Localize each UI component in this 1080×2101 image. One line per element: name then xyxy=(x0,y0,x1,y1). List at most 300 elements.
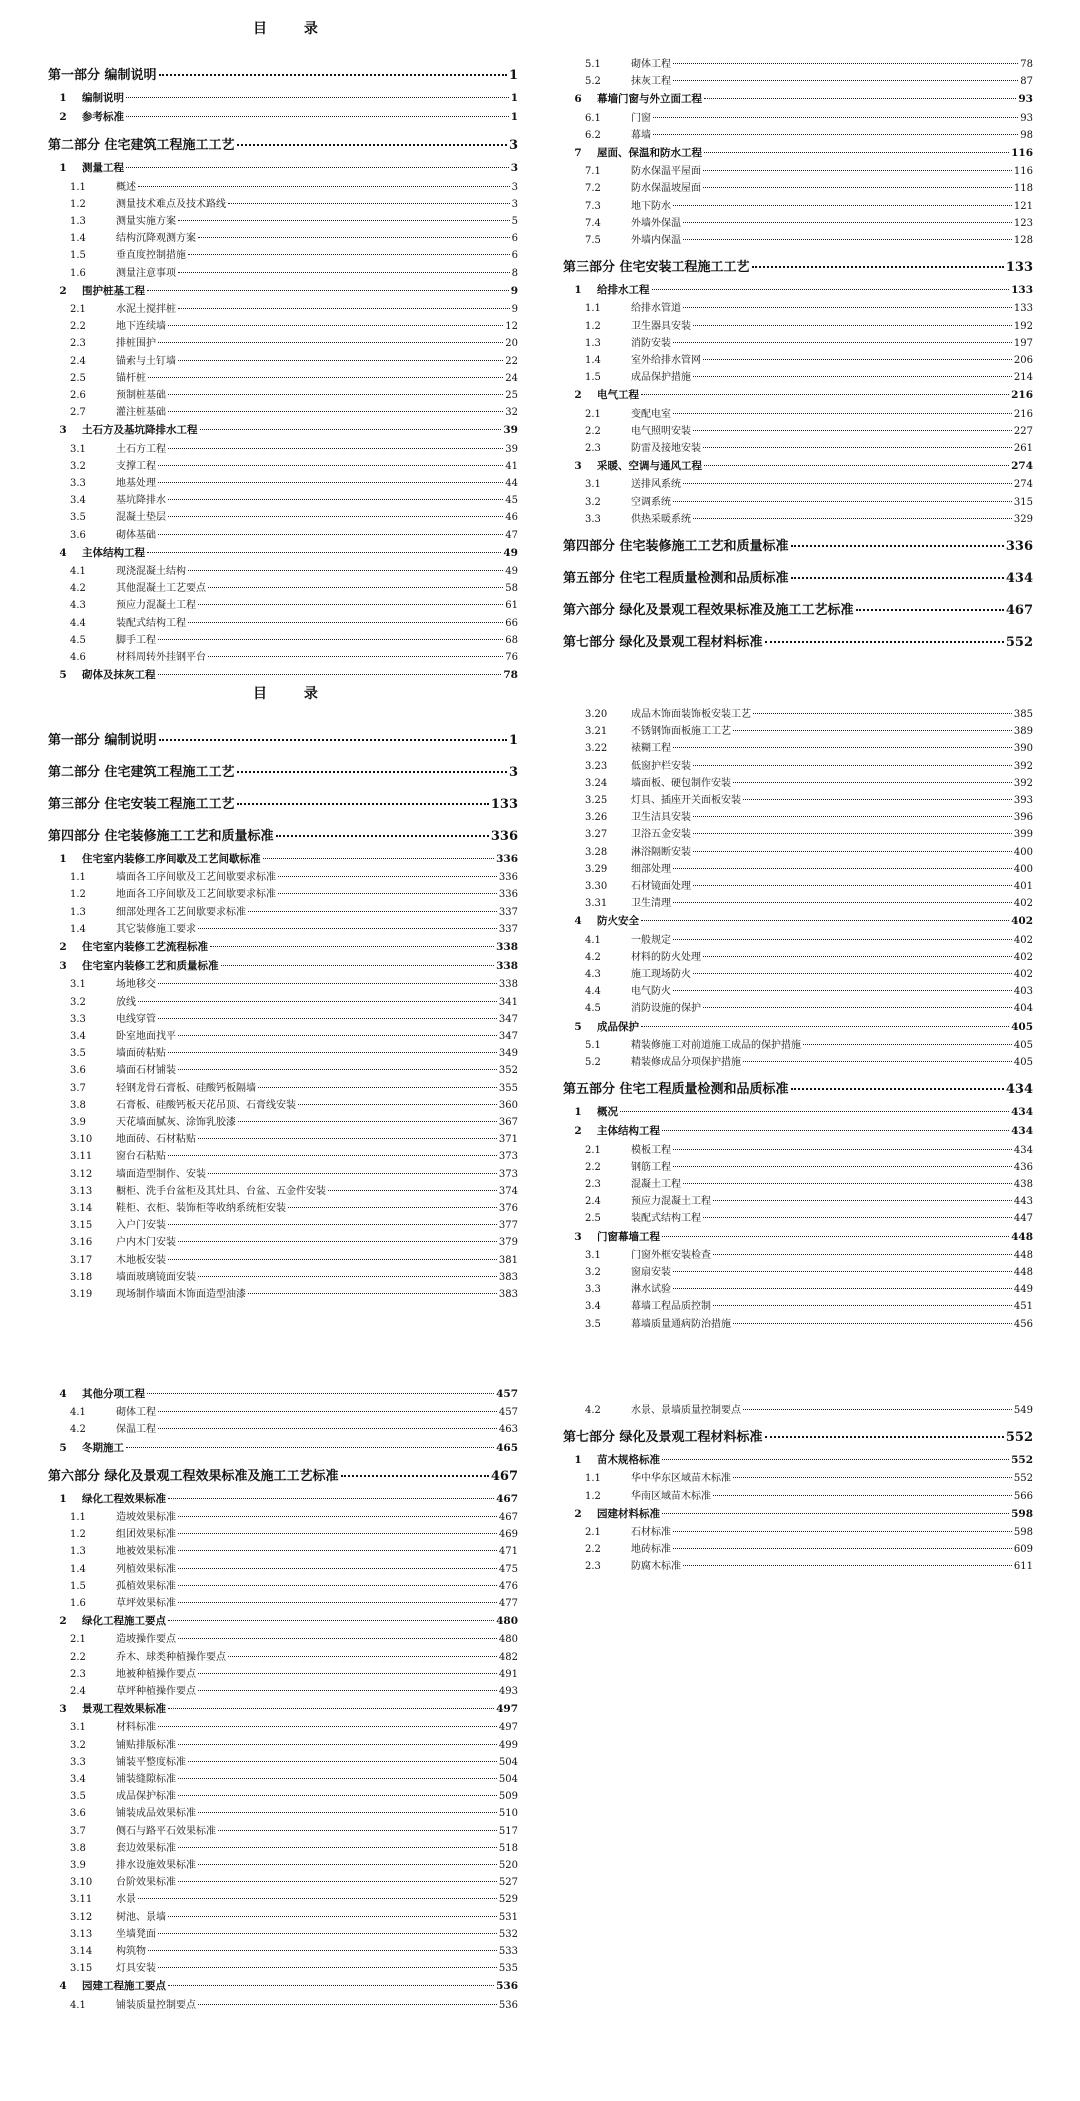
toc-section-entry[interactable] xyxy=(48,1199,518,1214)
toc-section-entry[interactable] xyxy=(48,993,518,1008)
toc-section-entry[interactable] xyxy=(563,1540,1033,1555)
toc-dot-leader xyxy=(198,2004,497,2005)
toc-section-entry[interactable] xyxy=(563,334,1033,349)
toc-section-entry[interactable] xyxy=(48,1577,518,1592)
toc-page-number: 611 xyxy=(1013,1561,1033,1573)
toc-entry-number: 1 xyxy=(574,284,582,297)
toc-chapter-entry[interactable] xyxy=(563,913,1033,928)
toc-entry-number: 3.17 xyxy=(70,1254,93,1266)
toc-section-entry[interactable] xyxy=(48,178,518,193)
toc-section-entry[interactable] xyxy=(563,1036,1033,1051)
toc-section-entry[interactable] xyxy=(563,179,1033,194)
toc-dot-leader xyxy=(703,359,1012,360)
toc-chapter-entry[interactable] xyxy=(563,1506,1033,1521)
toc-entry-title: 消防设施的保护 xyxy=(631,1003,701,1015)
toc-section-entry[interactable] xyxy=(48,1010,518,1025)
toc-chapter-entry[interactable] xyxy=(48,90,518,105)
toc-dot-leader xyxy=(713,1200,1012,1201)
toc-part-entry[interactable] xyxy=(563,1078,1033,1097)
toc-chapter-entry[interactable] xyxy=(48,1491,518,1506)
toc-dot-leader xyxy=(178,1069,497,1070)
toc-entry-title: 地基处理 xyxy=(116,478,156,489)
toc-page-number: 12 xyxy=(505,321,518,333)
toc-dot-leader xyxy=(693,325,1012,326)
toc-section-entry[interactable] xyxy=(48,1061,518,1076)
toc-chapter-entry[interactable] xyxy=(563,458,1033,473)
toc-chapter-entry[interactable] xyxy=(563,1229,1033,1244)
toc-entry-number: 3.10 xyxy=(70,1134,93,1146)
toc-section-entry[interactable] xyxy=(48,1996,518,2011)
toc-section-entry[interactable] xyxy=(563,982,1033,997)
toc-section-entry[interactable] xyxy=(563,999,1033,1014)
toc-page-number: 402 xyxy=(1013,898,1033,910)
toc-dot-leader xyxy=(178,308,510,309)
toc-section-entry[interactable] xyxy=(48,526,518,541)
toc-section-entry[interactable] xyxy=(563,368,1033,383)
toc-section-entry[interactable] xyxy=(48,648,518,663)
toc-chapter-entry[interactable] xyxy=(48,160,518,175)
toc-chapter-entry[interactable] xyxy=(48,545,518,560)
toc-section-entry[interactable] xyxy=(48,1420,518,1435)
toc-section-entry[interactable] xyxy=(563,439,1033,454)
toc-chapter-entry[interactable] xyxy=(48,1613,518,1628)
toc-section-entry[interactable] xyxy=(48,1147,518,1162)
toc-entry-number: 3.1 xyxy=(585,1249,601,1261)
toc-section-entry[interactable] xyxy=(563,705,1033,720)
toc-section-entry[interactable] xyxy=(563,791,1033,806)
toc-entry-number: 2.4 xyxy=(70,355,86,367)
toc-part-entry[interactable] xyxy=(563,631,1033,650)
toc-section-entry[interactable] xyxy=(563,931,1033,946)
toc-chapter-entry[interactable] xyxy=(563,282,1033,297)
toc-section-entry[interactable] xyxy=(48,1736,518,1751)
toc-section-entry[interactable] xyxy=(563,1487,1033,1502)
toc-section-entry[interactable] xyxy=(48,195,518,210)
toc-dot-leader xyxy=(188,1761,497,1762)
toc-chapter-entry[interactable] xyxy=(48,1701,518,1716)
toc-entry-number: 3.7 xyxy=(70,1825,86,1837)
toc-entry-title: 编制说明 xyxy=(82,92,124,104)
toc-section-entry[interactable] xyxy=(563,739,1033,754)
toc-entry-number: 1.1 xyxy=(585,303,601,315)
toc-chapter-entry[interactable] xyxy=(563,387,1033,402)
toc-section-entry[interactable] xyxy=(563,405,1033,420)
toc-dot-leader xyxy=(168,1052,497,1053)
toc-section-entry[interactable] xyxy=(48,1839,518,1854)
toc-entry-title: 铺装缝隙标准 xyxy=(116,1774,176,1785)
toc-section-entry[interactable] xyxy=(48,1873,518,1888)
toc-entry-title: 墙面玻璃镜面安装 xyxy=(116,1271,196,1283)
toc-dot-leader xyxy=(158,534,503,535)
toc-section-entry[interactable] xyxy=(48,1542,518,1557)
toc-entry-number: 3 xyxy=(59,960,67,973)
toc-page-number: 47 xyxy=(505,529,518,541)
toc-part-entry[interactable] xyxy=(48,761,518,780)
toc-page-number: 197 xyxy=(1013,337,1033,349)
toc-section-entry[interactable] xyxy=(48,1251,518,1266)
toc-section-entry[interactable] xyxy=(48,386,518,401)
toc-page-number: 216 xyxy=(1013,408,1033,420)
toc-dot-leader xyxy=(138,1898,497,1899)
toc-page-number: 336 xyxy=(1005,539,1033,554)
toc-part-entry[interactable] xyxy=(563,567,1033,586)
toc-section-entry[interactable] xyxy=(48,1403,518,1418)
toc-part-entry[interactable] xyxy=(48,64,518,83)
toc-section-entry[interactable] xyxy=(563,894,1033,909)
toc-section-entry[interactable] xyxy=(563,1209,1033,1224)
toc-section-entry[interactable] xyxy=(48,1285,518,1300)
toc-page-number: 39 xyxy=(503,424,518,437)
toc-section-entry[interactable] xyxy=(48,1630,518,1645)
toc-entry-number: 3.3 xyxy=(70,1756,86,1768)
toc-section-entry[interactable] xyxy=(48,1233,518,1248)
toc-dot-leader xyxy=(704,152,1009,153)
toc-chapter-entry[interactable] xyxy=(48,1978,518,1993)
toc-chapter-entry[interactable] xyxy=(563,1104,1033,1119)
toc-section-entry[interactable] xyxy=(563,1246,1033,1261)
toc-entry-title: 测量注意事项 xyxy=(116,267,176,279)
toc-entry-title: 墙面砖粘贴 xyxy=(116,1048,166,1060)
toc-dot-leader xyxy=(673,63,1018,64)
toc-section-entry[interactable] xyxy=(48,975,518,990)
toc-section-entry[interactable] xyxy=(48,352,518,367)
toc-section-entry[interactable] xyxy=(563,475,1033,490)
toc-page-number: 329 xyxy=(1013,513,1033,525)
toc-section-entry[interactable] xyxy=(563,757,1033,772)
toc-section-entry[interactable] xyxy=(48,920,518,935)
toc-page-number: 347 xyxy=(498,1013,518,1025)
toc-section-entry[interactable] xyxy=(48,1096,518,1111)
toc-section-entry[interactable] xyxy=(563,351,1033,366)
toc-dot-leader xyxy=(188,254,510,255)
toc-section-entry[interactable] xyxy=(563,877,1033,892)
toc-section-entry[interactable] xyxy=(563,1297,1033,1312)
toc-section-entry[interactable] xyxy=(563,1557,1033,1572)
toc-section-entry[interactable] xyxy=(563,825,1033,840)
toc-entry-title: 第七部分 绿化及景观工程材料标准 xyxy=(563,635,763,650)
toc-entry-number: 5.1 xyxy=(585,59,601,70)
toc-entry-number: 1.3 xyxy=(70,906,86,918)
toc-section-entry[interactable] xyxy=(563,493,1033,508)
toc-section-entry[interactable] xyxy=(48,1182,518,1197)
toc-dot-leader xyxy=(147,552,501,553)
toc-section-entry[interactable] xyxy=(563,1469,1033,1484)
toc-page-number: 349 xyxy=(498,1048,518,1060)
toc-dot-leader xyxy=(733,730,1012,731)
toc-section-entry[interactable] xyxy=(48,868,518,883)
toc-section-entry[interactable] xyxy=(563,722,1033,737)
toc-entry-number: 3.25 xyxy=(585,795,608,806)
toc-entry-title: 地被效果标准 xyxy=(116,1546,176,1558)
toc-page-number: 598 xyxy=(1013,1527,1033,1538)
toc-page-number: 76 xyxy=(505,652,518,663)
toc-section-entry[interactable] xyxy=(48,1856,518,1871)
toc-entry-number: 4.3 xyxy=(70,600,86,612)
toc-entry-number: 4.1 xyxy=(585,934,601,946)
toc-section-entry[interactable] xyxy=(48,614,518,629)
toc-part-entry[interactable] xyxy=(48,793,518,812)
toc-section-entry[interactable] xyxy=(48,596,518,611)
toc-section-entry[interactable] xyxy=(563,109,1033,124)
toc-part-entry[interactable] xyxy=(48,825,518,844)
toc-section-entry[interactable] xyxy=(563,317,1033,332)
toc-page-number: 3 xyxy=(511,181,518,193)
toc-section-entry[interactable] xyxy=(48,403,518,418)
toc-chapter-entry[interactable] xyxy=(48,1440,518,1455)
toc-page-number: 389 xyxy=(1013,726,1033,738)
toc-page-number: 448 xyxy=(1013,1249,1033,1261)
toc-dot-leader xyxy=(653,134,1018,135)
toc-page-number: 405 xyxy=(1013,1057,1033,1068)
toc-section-entry[interactable] xyxy=(563,1175,1033,1190)
toc-chapter-entry[interactable] xyxy=(563,145,1033,160)
toc-section-entry[interactable] xyxy=(48,457,518,472)
toc-part-entry[interactable] xyxy=(48,134,518,153)
toc-part-entry[interactable] xyxy=(48,1465,518,1484)
toc-dot-leader xyxy=(178,1241,497,1242)
toc-section-entry[interactable] xyxy=(563,1263,1033,1278)
toc-section-entry[interactable] xyxy=(48,229,518,244)
toc-dot-leader xyxy=(198,1673,497,1674)
toc-entry-title: 脚手工程 xyxy=(116,634,156,646)
toc-entry-number: 1.5 xyxy=(70,250,86,262)
toc-entry-number: 2.5 xyxy=(585,1213,601,1225)
toc-page-number: 504 xyxy=(498,1774,518,1785)
toc-page-number: 385 xyxy=(1013,709,1033,720)
toc-section-entry[interactable] xyxy=(48,1718,518,1733)
toc-section-entry[interactable] xyxy=(48,1525,518,1540)
toc-page-number: 347 xyxy=(498,1031,518,1042)
toc-section-entry[interactable] xyxy=(563,774,1033,789)
toc-section-entry[interactable] xyxy=(48,579,518,594)
toc-entry-number: 2.4 xyxy=(70,1686,86,1697)
toc-dot-leader xyxy=(733,782,1012,783)
toc-page-number: 133 xyxy=(1005,260,1033,276)
toc-section-entry[interactable] xyxy=(48,440,518,455)
toc-section-entry[interactable] xyxy=(48,903,518,918)
toc-section-entry[interactable] xyxy=(563,1053,1033,1068)
toc-page-number: 405 xyxy=(1013,1039,1033,1051)
toc-section-entry[interactable] xyxy=(48,562,518,577)
toc-entry-title: 给排水管道 xyxy=(631,303,681,315)
toc-entry-number: 3.12 xyxy=(70,1168,93,1180)
toc-chapter-entry[interactable] xyxy=(563,91,1033,106)
toc-entry-title: 地砖标准 xyxy=(631,1544,671,1556)
toc-section-entry[interactable] xyxy=(48,317,518,332)
toc-chapter-entry[interactable] xyxy=(48,851,518,866)
toc-section-entry[interactable] xyxy=(48,1890,518,1905)
toc-section-entry[interactable] xyxy=(48,1925,518,1940)
toc-part-entry[interactable] xyxy=(563,1426,1033,1445)
toc-section-entry[interactable] xyxy=(48,1648,518,1663)
toc-page-number: 192 xyxy=(1013,320,1033,332)
toc-entry-title: 材料的防火处理 xyxy=(631,951,701,963)
toc-section-entry[interactable] xyxy=(563,1401,1033,1416)
toc-section-entry[interactable] xyxy=(48,1753,518,1768)
toc-chapter-entry[interactable] xyxy=(48,283,518,298)
toc-chapter-entry[interactable] xyxy=(48,958,518,973)
toc-section-entry[interactable] xyxy=(48,1665,518,1680)
toc-entry-title: 精装修施工对前道施工成品的保护措施 xyxy=(631,1039,801,1051)
toc-section-entry[interactable] xyxy=(563,1280,1033,1295)
toc-section-entry[interactable] xyxy=(48,1908,518,1923)
toc-entry-number: 3.5 xyxy=(70,1791,86,1803)
toc-entry-number: 6 xyxy=(574,93,582,106)
toc-entry-title: 住宅室内装修工艺和质量标准 xyxy=(82,960,219,973)
toc-section-entry[interactable] xyxy=(48,246,518,261)
toc-page-number: 401 xyxy=(1013,881,1033,892)
toc-dot-leader xyxy=(178,1847,497,1848)
toc-page-number: 531 xyxy=(498,1911,518,1923)
toc-section-entry[interactable] xyxy=(563,948,1033,963)
toc-entry-number: 3.1 xyxy=(585,479,601,491)
toc-section-entry[interactable] xyxy=(563,126,1033,141)
toc-section-entry[interactable] xyxy=(48,1770,518,1785)
toc-chapter-entry[interactable] xyxy=(563,1019,1033,1034)
toc-entry-number: 4 xyxy=(59,1388,67,1400)
toc-entry-title: 淋水试验 xyxy=(631,1284,671,1296)
toc-section-entry[interactable] xyxy=(563,843,1033,858)
toc-entry-number: 5.2 xyxy=(585,76,601,88)
toc-section-entry[interactable] xyxy=(563,422,1033,437)
toc-chapter-entry[interactable] xyxy=(563,1123,1033,1138)
toc-section-entry[interactable] xyxy=(48,1027,518,1042)
toc-section-entry[interactable] xyxy=(48,1113,518,1128)
toc-page-number: 337 xyxy=(498,923,518,935)
toc-entry-title: 土石方工程 xyxy=(116,443,166,455)
toc-section-entry[interactable] xyxy=(563,860,1033,875)
toc-section-entry[interactable] xyxy=(563,214,1033,229)
toc-section-entry[interactable] xyxy=(48,1942,518,1957)
toc-section-entry[interactable] xyxy=(48,212,518,227)
toc-section-entry[interactable] xyxy=(48,885,518,900)
toc-chapter-entry[interactable] xyxy=(48,422,518,437)
toc-dot-leader xyxy=(198,1276,497,1277)
toc-page-number: 504 xyxy=(498,1756,518,1768)
toc-dot-leader xyxy=(713,1495,1012,1496)
toc-section-entry[interactable] xyxy=(563,197,1033,212)
toc-section-entry[interactable] xyxy=(48,1130,518,1145)
toc-section-entry[interactable] xyxy=(563,231,1033,246)
toc-page-number: 355 xyxy=(498,1082,518,1094)
toc-section-entry[interactable] xyxy=(48,631,518,646)
toc-page-number: 443 xyxy=(1013,1196,1033,1208)
toc-entry-title: 第四部分 住宅装修施工工艺和质量标准 xyxy=(48,829,274,844)
toc-page-number: 402 xyxy=(1013,951,1033,963)
toc-section-entry[interactable] xyxy=(48,300,518,315)
toc-page-number: 392 xyxy=(1013,777,1033,789)
toc-entry-number: 2.1 xyxy=(585,1144,601,1156)
toc-part-entry[interactable] xyxy=(563,599,1033,618)
toc-entry-title: 卫生清理 xyxy=(631,898,671,910)
toc-page-number: 536 xyxy=(496,1980,518,1993)
toc-section-entry[interactable] xyxy=(48,1165,518,1180)
toc-section-entry[interactable] xyxy=(563,1523,1033,1538)
toc-page-number: 116 xyxy=(1013,166,1033,178)
toc-entry-title: 橱柜、洗手台盆柜及其灶具、台盆、五金件安装 xyxy=(116,1185,326,1197)
toc-dot-leader xyxy=(158,1933,497,1934)
toc-section-entry[interactable] xyxy=(48,1216,518,1231)
toc-section-entry[interactable] xyxy=(48,1804,518,1819)
toc-section-entry[interactable] xyxy=(48,1682,518,1697)
toc-entry-title: 材料周转外挂钢平台 xyxy=(116,652,206,663)
toc-part-entry[interactable] xyxy=(563,535,1033,554)
toc-entry-title: 细部处理各工艺间歇要求标准 xyxy=(116,906,246,918)
toc-dot-leader xyxy=(673,902,1012,903)
toc-section-entry[interactable] xyxy=(48,1560,518,1575)
toc-entry-number: 3.30 xyxy=(585,881,608,892)
toc-section-entry[interactable] xyxy=(48,1044,518,1059)
toc-section-entry[interactable] xyxy=(563,55,1033,70)
toc-page-number: 471 xyxy=(498,1546,518,1558)
toc-dot-leader xyxy=(178,1585,497,1586)
toc-dot-leader xyxy=(703,1217,1012,1218)
toc-section-entry[interactable] xyxy=(563,510,1033,525)
toc-section-entry[interactable] xyxy=(48,474,518,489)
toc-chapter-entry[interactable] xyxy=(48,667,518,682)
toc-part-entry[interactable] xyxy=(563,256,1033,275)
toc-section-entry[interactable] xyxy=(48,508,518,523)
toc-dot-leader xyxy=(652,289,1010,290)
toc-dot-leader xyxy=(168,325,503,326)
toc-section-entry[interactable] xyxy=(563,72,1033,87)
toc-entry-title: 造坡效果标准 xyxy=(116,1512,176,1523)
toc-chapter-entry[interactable] xyxy=(48,109,518,124)
toc-chapter-entry[interactable] xyxy=(48,1386,518,1401)
toc-entry-title: 套边效果标准 xyxy=(116,1842,176,1854)
toc-chapter-entry[interactable] xyxy=(563,1452,1033,1467)
toc-entry-title: 低窗护栏安装 xyxy=(631,760,691,772)
toc-section-entry[interactable] xyxy=(48,264,518,279)
toc-part-entry[interactable] xyxy=(48,729,518,748)
toc-section-entry[interactable] xyxy=(48,1079,518,1094)
toc-page-number: 3 xyxy=(508,765,518,780)
toc-dot-leader xyxy=(673,1149,1012,1150)
toc-section-entry[interactable] xyxy=(48,1508,518,1523)
toc-section-entry[interactable] xyxy=(563,1158,1033,1173)
toc-section-entry[interactable] xyxy=(48,1822,518,1837)
toc-entry-title: 成品保护 xyxy=(597,1020,639,1033)
toc-dot-leader xyxy=(228,203,510,204)
toc-entry-number: 2.4 xyxy=(585,1196,601,1208)
toc-section-entry[interactable] xyxy=(563,1315,1033,1330)
toc-section-entry[interactable] xyxy=(563,162,1033,177)
toc-entry-title: 第四部分 住宅装修施工工艺和质量标准 xyxy=(563,539,789,554)
toc-page-number: 434 xyxy=(1011,1106,1033,1119)
toc-section-entry[interactable] xyxy=(48,1787,518,1802)
toc-section-entry[interactable] xyxy=(48,1268,518,1283)
toc-page-number: 467 xyxy=(490,1468,518,1484)
toc-entry-title: 地被种植操作要点 xyxy=(116,1668,196,1680)
toc-section-entry[interactable] xyxy=(563,299,1033,314)
toc-section-entry[interactable] xyxy=(563,965,1033,980)
toc-section-entry[interactable] xyxy=(48,334,518,349)
toc-section-entry[interactable] xyxy=(563,1192,1033,1207)
toc-section-entry[interactable] xyxy=(563,1141,1033,1156)
toc-section-entry[interactable] xyxy=(48,491,518,506)
toc-chapter-entry[interactable] xyxy=(48,939,518,954)
toc-dot-leader xyxy=(147,290,509,291)
toc-dot-leader xyxy=(178,1744,497,1745)
toc-section-entry[interactable] xyxy=(48,1959,518,1974)
toc-entry-number: 1.4 xyxy=(70,1563,86,1575)
toc-section-entry[interactable] xyxy=(48,1594,518,1609)
toc-entry-number: 1.1 xyxy=(70,181,86,193)
toc-page-number: 1 xyxy=(508,733,518,748)
toc-section-entry[interactable] xyxy=(48,369,518,384)
toc-entry-title: 门窗幕墙工程 xyxy=(597,1230,660,1243)
toc-section-entry[interactable] xyxy=(563,808,1033,823)
